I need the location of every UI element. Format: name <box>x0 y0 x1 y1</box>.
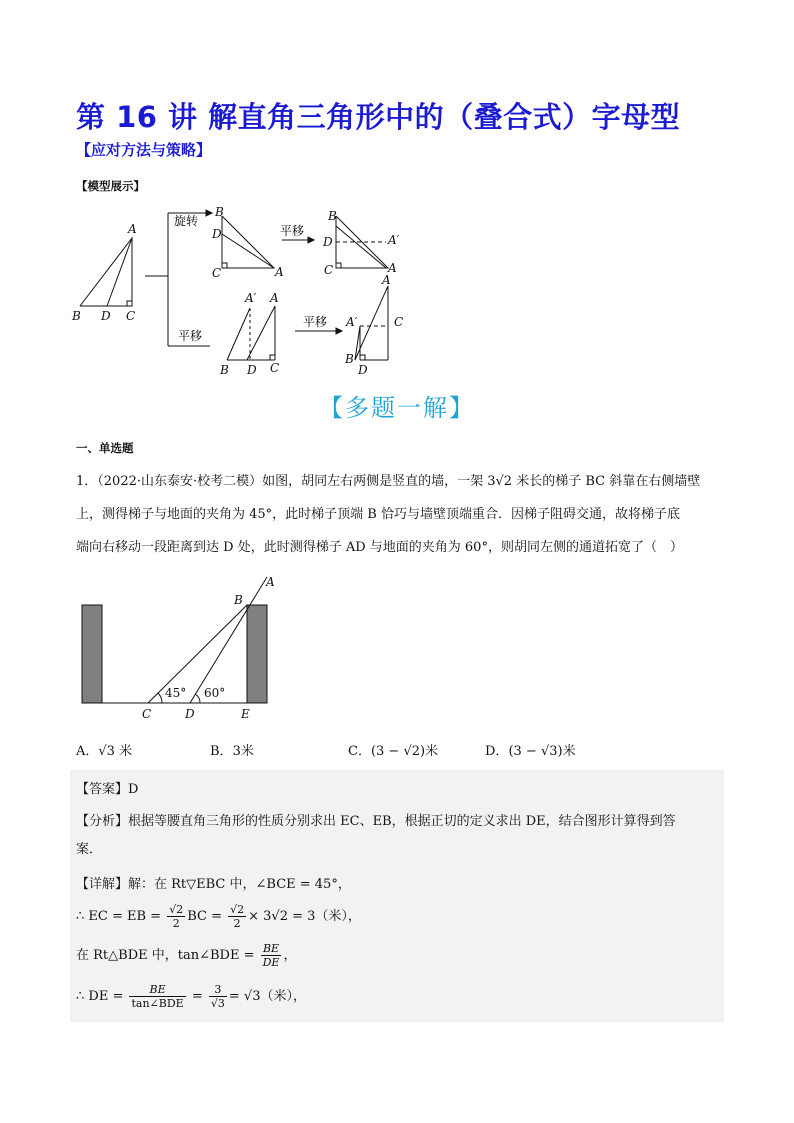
question-line-3: 端向右移动一段距离到达 D 处，此时测得梯子 AD 与地面的夹角为 60°，则胡同左侧的通道拓宽了（ ） <box>76 540 683 555</box>
angle-45-label: 45° <box>165 686 187 700</box>
question-line-2: 上，测得梯子与地面的夹角为 45°，此时梯子顶端 B 恰巧与墙壁顶端重合．因梯子阻碍交通，故将梯子底 <box>76 507 680 522</box>
svg-text:B: B <box>215 205 224 219</box>
svg-text:A: A <box>382 273 391 287</box>
question-line-1: 1．（2022·山东泰安·校考二模）如图，胡同左右两侧是竖直的墙，一架 3√2 米长的梯子 BC 斜靠在右侧墙壁 <box>76 474 701 489</box>
svg-text:D: D <box>247 363 257 377</box>
svg-text:C: C <box>126 309 136 323</box>
svg-text:B: B <box>220 363 229 377</box>
answer-line: 【答案】D <box>76 782 139 797</box>
rotate-label: 旋转 <box>174 214 199 228</box>
svg-text:A: A <box>388 261 397 275</box>
svg-text:D: D <box>101 309 111 323</box>
svg-text:A: A <box>270 291 279 305</box>
model-diagram <box>70 198 430 383</box>
translate-label-2: 平移 <box>178 329 203 343</box>
choice-c[interactable]: C．(3 − √2)米 <box>348 744 439 759</box>
page-title: 第 16 讲 解直角三角形中的（叠合式）字母型 <box>76 100 681 134</box>
choices-row <box>0 740 794 762</box>
section-banner: 【多题一解】 <box>319 394 475 422</box>
svg-text:B: B <box>234 593 243 607</box>
svg-text:A′: A′ <box>245 291 257 305</box>
svg-text:C: C <box>212 266 222 280</box>
svg-text:B: B <box>72 309 81 323</box>
svg-text:A: A <box>266 575 275 589</box>
choice-a[interactable]: A．√3 米 <box>76 744 133 759</box>
detail-line-1: 【详解】解：在 Rt▽EBC 中，∠BCE = 45°， <box>76 877 351 892</box>
svg-text:A′: A′ <box>346 315 358 329</box>
analysis-line-1: 【分析】根据等腰直角三角形的性质分别求出 EC、EB，根据正切的定义求出 DE，结合图形计算得到答 <box>76 814 676 829</box>
svg-text:E: E <box>241 707 250 721</box>
svg-text:B: B <box>328 209 337 223</box>
choice-d[interactable]: D．(3 − √3)米 <box>485 744 576 759</box>
svg-text:D: D <box>185 707 195 721</box>
detail-line-3: 在 Rt△BDE 中，tan∠BDE = $\frac{BE}{DE}$ ， <box>76 942 297 969</box>
svg-text:A′: A′ <box>388 233 400 247</box>
detail-line-4: ∴ DE = $\frac{BE}{\text{tan∠BDE}}$ = $\frac{3}{√3}$ = √3（米）， <box>76 983 306 1010</box>
detail-line-2: ∴ EC = EB = $\frac{√2}{2}$ BC = $\frac{√2}{2}$ × 3√2 = 3（米）， <box>76 903 361 930</box>
svg-text:D: D <box>358 363 368 377</box>
svg-text:D: D <box>212 227 222 241</box>
translate-label-1: 平移 <box>280 224 305 238</box>
choice-b[interactable]: B．3米 <box>210 744 254 759</box>
model-heading: 【模型展示】 <box>76 179 145 193</box>
strategy-heading: 【应对方法与策略】 <box>76 141 212 159</box>
section-heading: 一、单选题 <box>76 441 134 455</box>
analysis-line-2: 案． <box>76 842 103 857</box>
svg-text:C: C <box>324 263 334 277</box>
question-text <box>76 465 726 564</box>
svg-text:A: A <box>275 265 284 279</box>
svg-text:D: D <box>323 235 333 249</box>
question-figure <box>70 572 290 722</box>
svg-text:C: C <box>142 707 152 721</box>
svg-text:B: B <box>345 352 354 366</box>
angle-60-label: 60° <box>204 686 226 700</box>
svg-text:A: A <box>128 222 137 236</box>
svg-text:C: C <box>394 315 404 329</box>
answer-section <box>70 770 724 1022</box>
svg-text:C: C <box>270 361 280 375</box>
translate-label-3: 平移 <box>303 315 328 329</box>
